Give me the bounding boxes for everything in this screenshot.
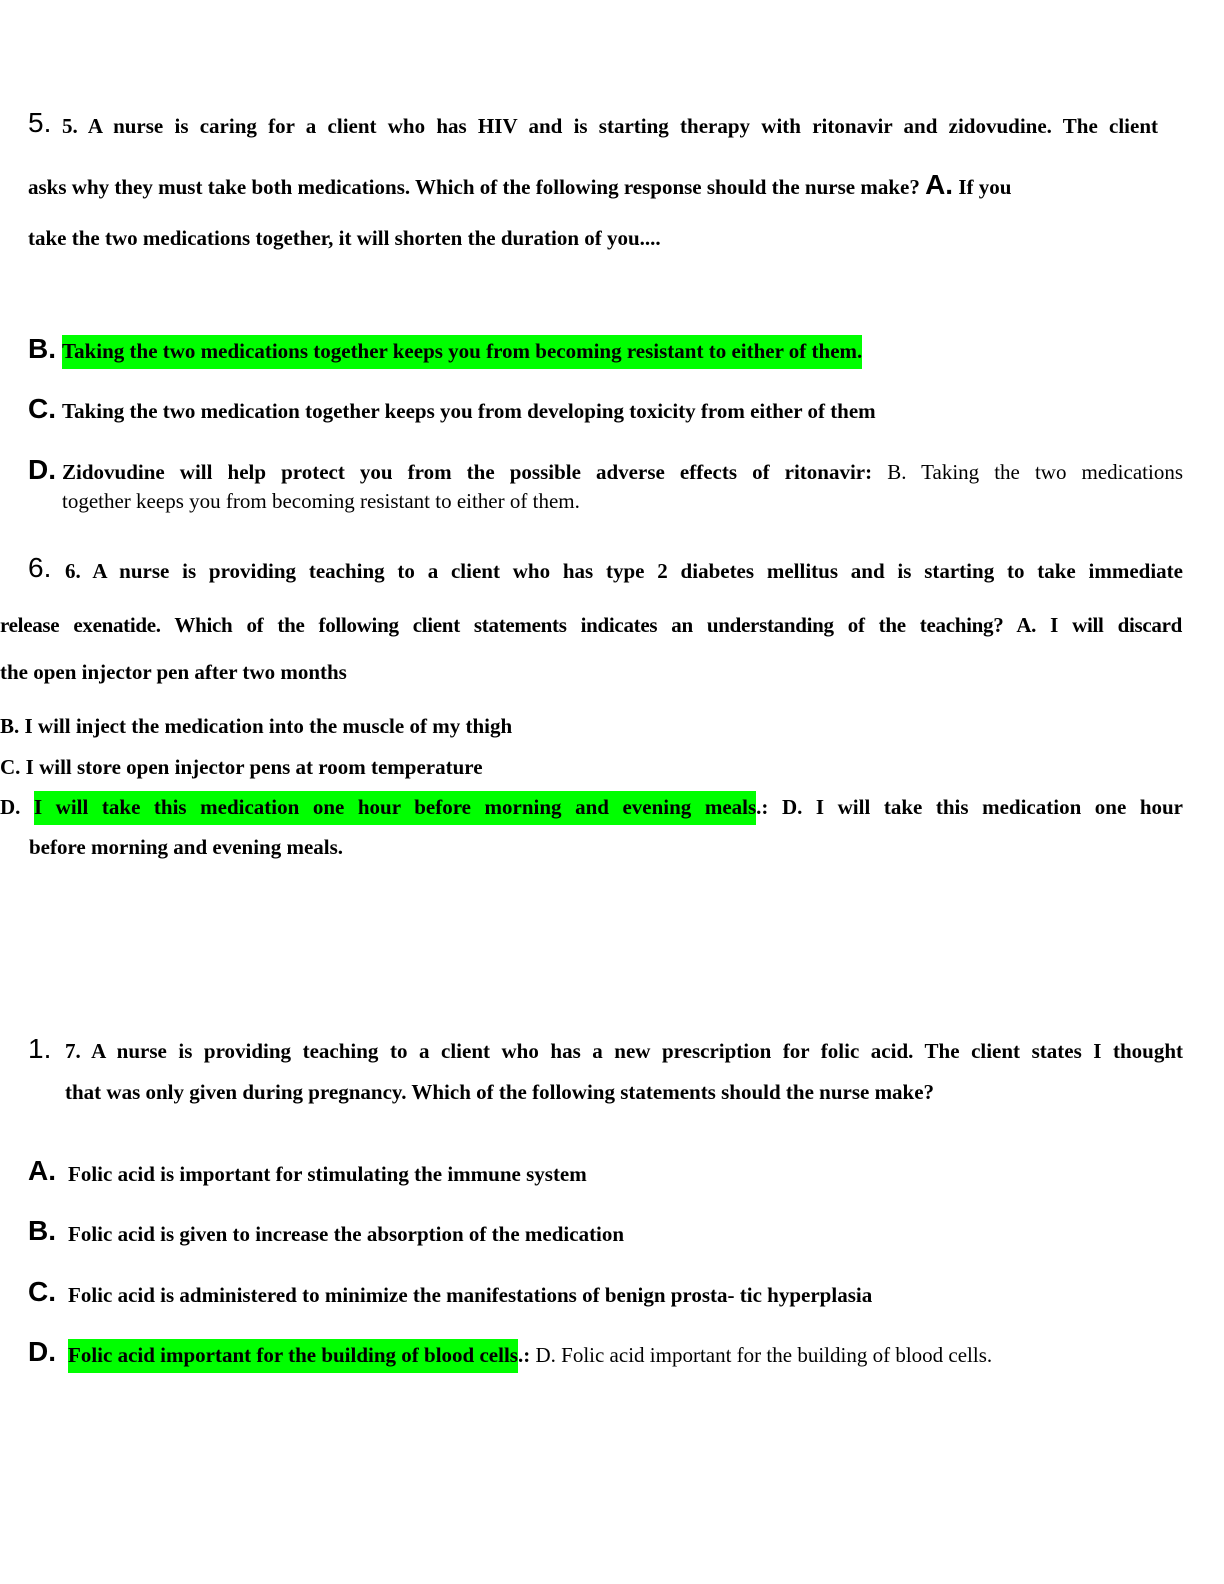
q5-line2-text: asks why they must take both medications. Which of the following response should the nurse make? — [28, 175, 920, 199]
q6-line2: release exenatide. Which of the following client statements indicates an understanding of the teaching? A. I will discard — [0, 613, 1182, 637]
q7-option-d-answer: D. Folic acid important for the building of blood cells. — [535, 1343, 993, 1367]
q6-line3: the open injector pen after two months — [0, 660, 347, 684]
q5-option-d-text: Zidovudine will help protect you from the possible adverse effects of ritonavir: — [62, 460, 873, 484]
q5-option-d-answer-line2: together keeps you from becoming resistant to either of them. — [62, 489, 580, 513]
q5-option-b — [62, 338, 862, 364]
q6-line1: 6. A nurse is providing teaching to a client who has type 2 diabetes mellitus and is starting to take immediate — [65, 559, 1183, 583]
q7-line2: that was only given during pregnancy. Which of the following statements should the nurse make? — [65, 1080, 935, 1104]
q7-option-c: Folic acid is administered to minimize the manifestations of benign prosta- tic hyperplasia — [68, 1283, 873, 1307]
q7-number: 1. — [28, 1033, 52, 1064]
q7-option-d-letter: D. — [28, 1336, 56, 1367]
q5-option-d-answer: B. Taking the two medications — [887, 460, 1183, 484]
q5-number: 5. — [28, 107, 52, 138]
q5-option-b-letter: B. — [28, 333, 56, 364]
q6-option-d — [0, 794, 1183, 820]
q7-option-d-highlight: Folic acid important for the building of blood cells — [68, 1339, 518, 1373]
q7-line1: 7. A nurse is providing teaching to a client who has a new prescription for folic acid. The client states I thought — [65, 1039, 1183, 1063]
q7-option-a: Folic acid is important for stimulating the immune system — [68, 1162, 587, 1186]
q6-option-d-tail: .: D. I will take this medication one hour — [756, 795, 1184, 819]
q5-line2 — [28, 169, 1012, 200]
q6-option-d-prefix: D. — [0, 795, 21, 819]
q7-option-d-sep: .: — [517, 1343, 531, 1367]
q6-option-c: C. I will store open injector pens at room temperature — [0, 755, 483, 779]
q5-line3: take the two medications together, it will shorten the duration of you.... — [28, 226, 661, 250]
q6-option-d-highlight: I will take this medication one hour before morning and evening meals — [34, 791, 756, 825]
q5-option-a-letter: A. — [925, 169, 954, 200]
q5-line2-tail: If you — [958, 175, 1012, 199]
q7-option-c-letter: C. — [28, 1276, 56, 1307]
q6-number: 6. — [28, 552, 52, 583]
q5-option-c: Taking the two medication together keeps you from developing toxicity from either of them — [62, 399, 876, 423]
q7-option-b-letter: B. — [28, 1215, 56, 1246]
q6-option-b: B. I will inject the medication into the muscle of my thigh — [0, 714, 513, 738]
q7-option-b: Folic acid is given to increase the absorption of the medication — [68, 1222, 625, 1246]
q6-option-d-line2: before morning and evening meals. — [29, 835, 344, 859]
q5-option-b-highlight: Taking the two medications together keeps you from becoming resistant to either of them. — [62, 335, 862, 369]
q7-option-a-letter: A. — [28, 1155, 56, 1186]
q5-line1: 5. A nurse is caring for a client who has HIV and is starting therapy with ritonavir and zidovudine. The client — [62, 114, 1158, 138]
q5-option-d — [62, 459, 1183, 485]
q5-option-d-letter: D. — [28, 454, 56, 485]
q7-option-d — [68, 1342, 992, 1368]
q5-option-c-letter: C. — [28, 393, 56, 424]
